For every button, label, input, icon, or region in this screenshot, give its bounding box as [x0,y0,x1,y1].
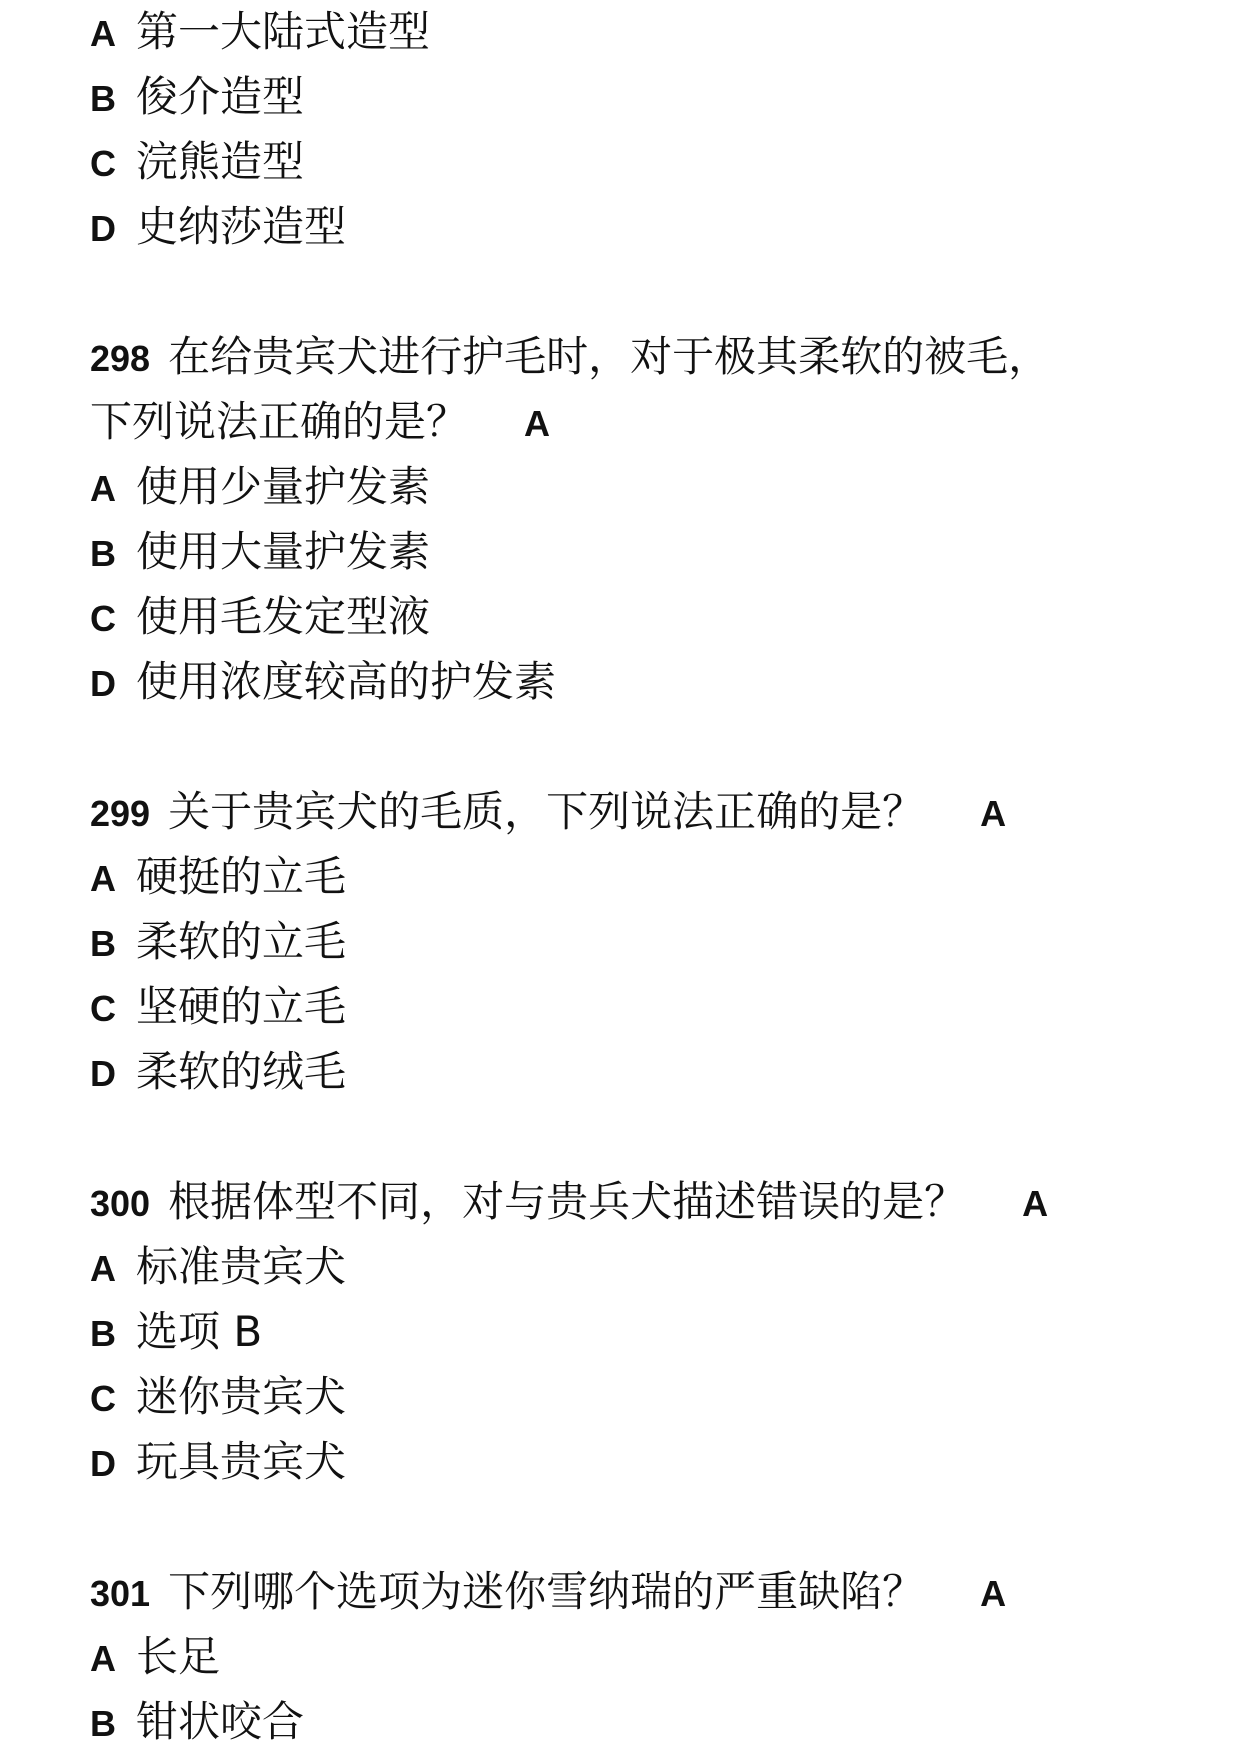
answer-key: A [1022,1183,1049,1224]
option-row [90,977,346,1037]
question-text: 下列说法正确的是？ [90,397,469,446]
option-text: 使用浓度较高的护发素 [136,657,557,706]
question-number: 298 [90,338,151,379]
option-text: 钳状咬合 [136,1697,305,1746]
option-letter: A [90,858,116,899]
option-row [90,1692,304,1752]
option-text: 长足 [136,1632,221,1681]
option-letter: B [90,1313,116,1354]
option-row [90,1627,220,1687]
option-letter: D [90,208,116,249]
question-number: 301 [90,1573,151,1614]
question-text: 在给贵宾犬进行护毛时，对于极其柔软的被毛， [168,332,1051,381]
option-text: 迷你贵宾犬 [136,1372,347,1421]
question-text: 根据体型不同，对与贵兵犬描述错误的是？ [168,1177,967,1226]
option-letter: C [90,988,116,1029]
question-line [90,327,1050,387]
option-text: 使用大量护发素 [136,527,431,576]
option-text: 柔软的立毛 [136,917,347,966]
option-letter: B [90,923,116,964]
question-line [90,1172,1048,1232]
option-text: 第一大陆式造型 [136,7,431,56]
question-text: 关于贵宾犬的毛质，下列说法正确的是？ [168,787,925,836]
option-text: 玩具贵宾犬 [136,1437,347,1486]
answer-key: A [980,793,1007,834]
option-text: 使用少量护发素 [136,462,431,511]
option-row [90,652,556,712]
option-row [90,522,430,582]
option-letter: D [90,663,116,704]
option-letter: B [90,78,116,119]
question-line [90,392,550,452]
option-row [90,1367,346,1427]
question-line [90,782,1006,842]
option-letter: D [90,1443,116,1484]
question-text: 下列哪个选项为迷你雪纳瑞的严重缺陷？ [168,1567,925,1616]
option-letter: C [90,143,116,184]
option-text: 史纳莎造型 [136,202,347,251]
option-row [90,132,304,192]
option-letter: C [90,598,116,639]
question-line [90,1562,1006,1622]
option-row [90,197,346,257]
option-row [90,587,430,647]
option-letter: A [90,1248,116,1289]
option-row [90,912,346,972]
option-text: 选项 B [136,1307,263,1356]
option-text: 标准贵宾犬 [136,1242,347,1291]
option-text: 俊介造型 [136,72,305,121]
option-letter: A [90,1638,116,1679]
option-row [90,1237,346,1297]
option-letter: A [90,13,116,54]
option-row [90,1302,262,1362]
option-row [90,1042,346,1102]
option-letter: B [90,533,116,574]
option-letter: A [90,468,116,509]
question-number: 300 [90,1183,151,1224]
option-text: 柔软的绒毛 [136,1047,347,1096]
answer-key: A [524,403,551,444]
option-letter: D [90,1053,116,1094]
option-text: 硬挺的立毛 [136,852,347,901]
question-number: 299 [90,793,151,834]
answer-key: A [980,1573,1007,1614]
option-row [90,2,430,62]
option-text: 浣熊造型 [136,137,305,186]
option-row [90,67,304,127]
option-text: 坚硬的立毛 [136,982,347,1031]
option-letter: B [90,1703,116,1744]
option-letter: C [90,1378,116,1419]
option-text: 使用毛发定型液 [136,592,431,641]
option-row [90,847,346,907]
option-row [90,457,430,517]
option-row [90,1432,346,1492]
